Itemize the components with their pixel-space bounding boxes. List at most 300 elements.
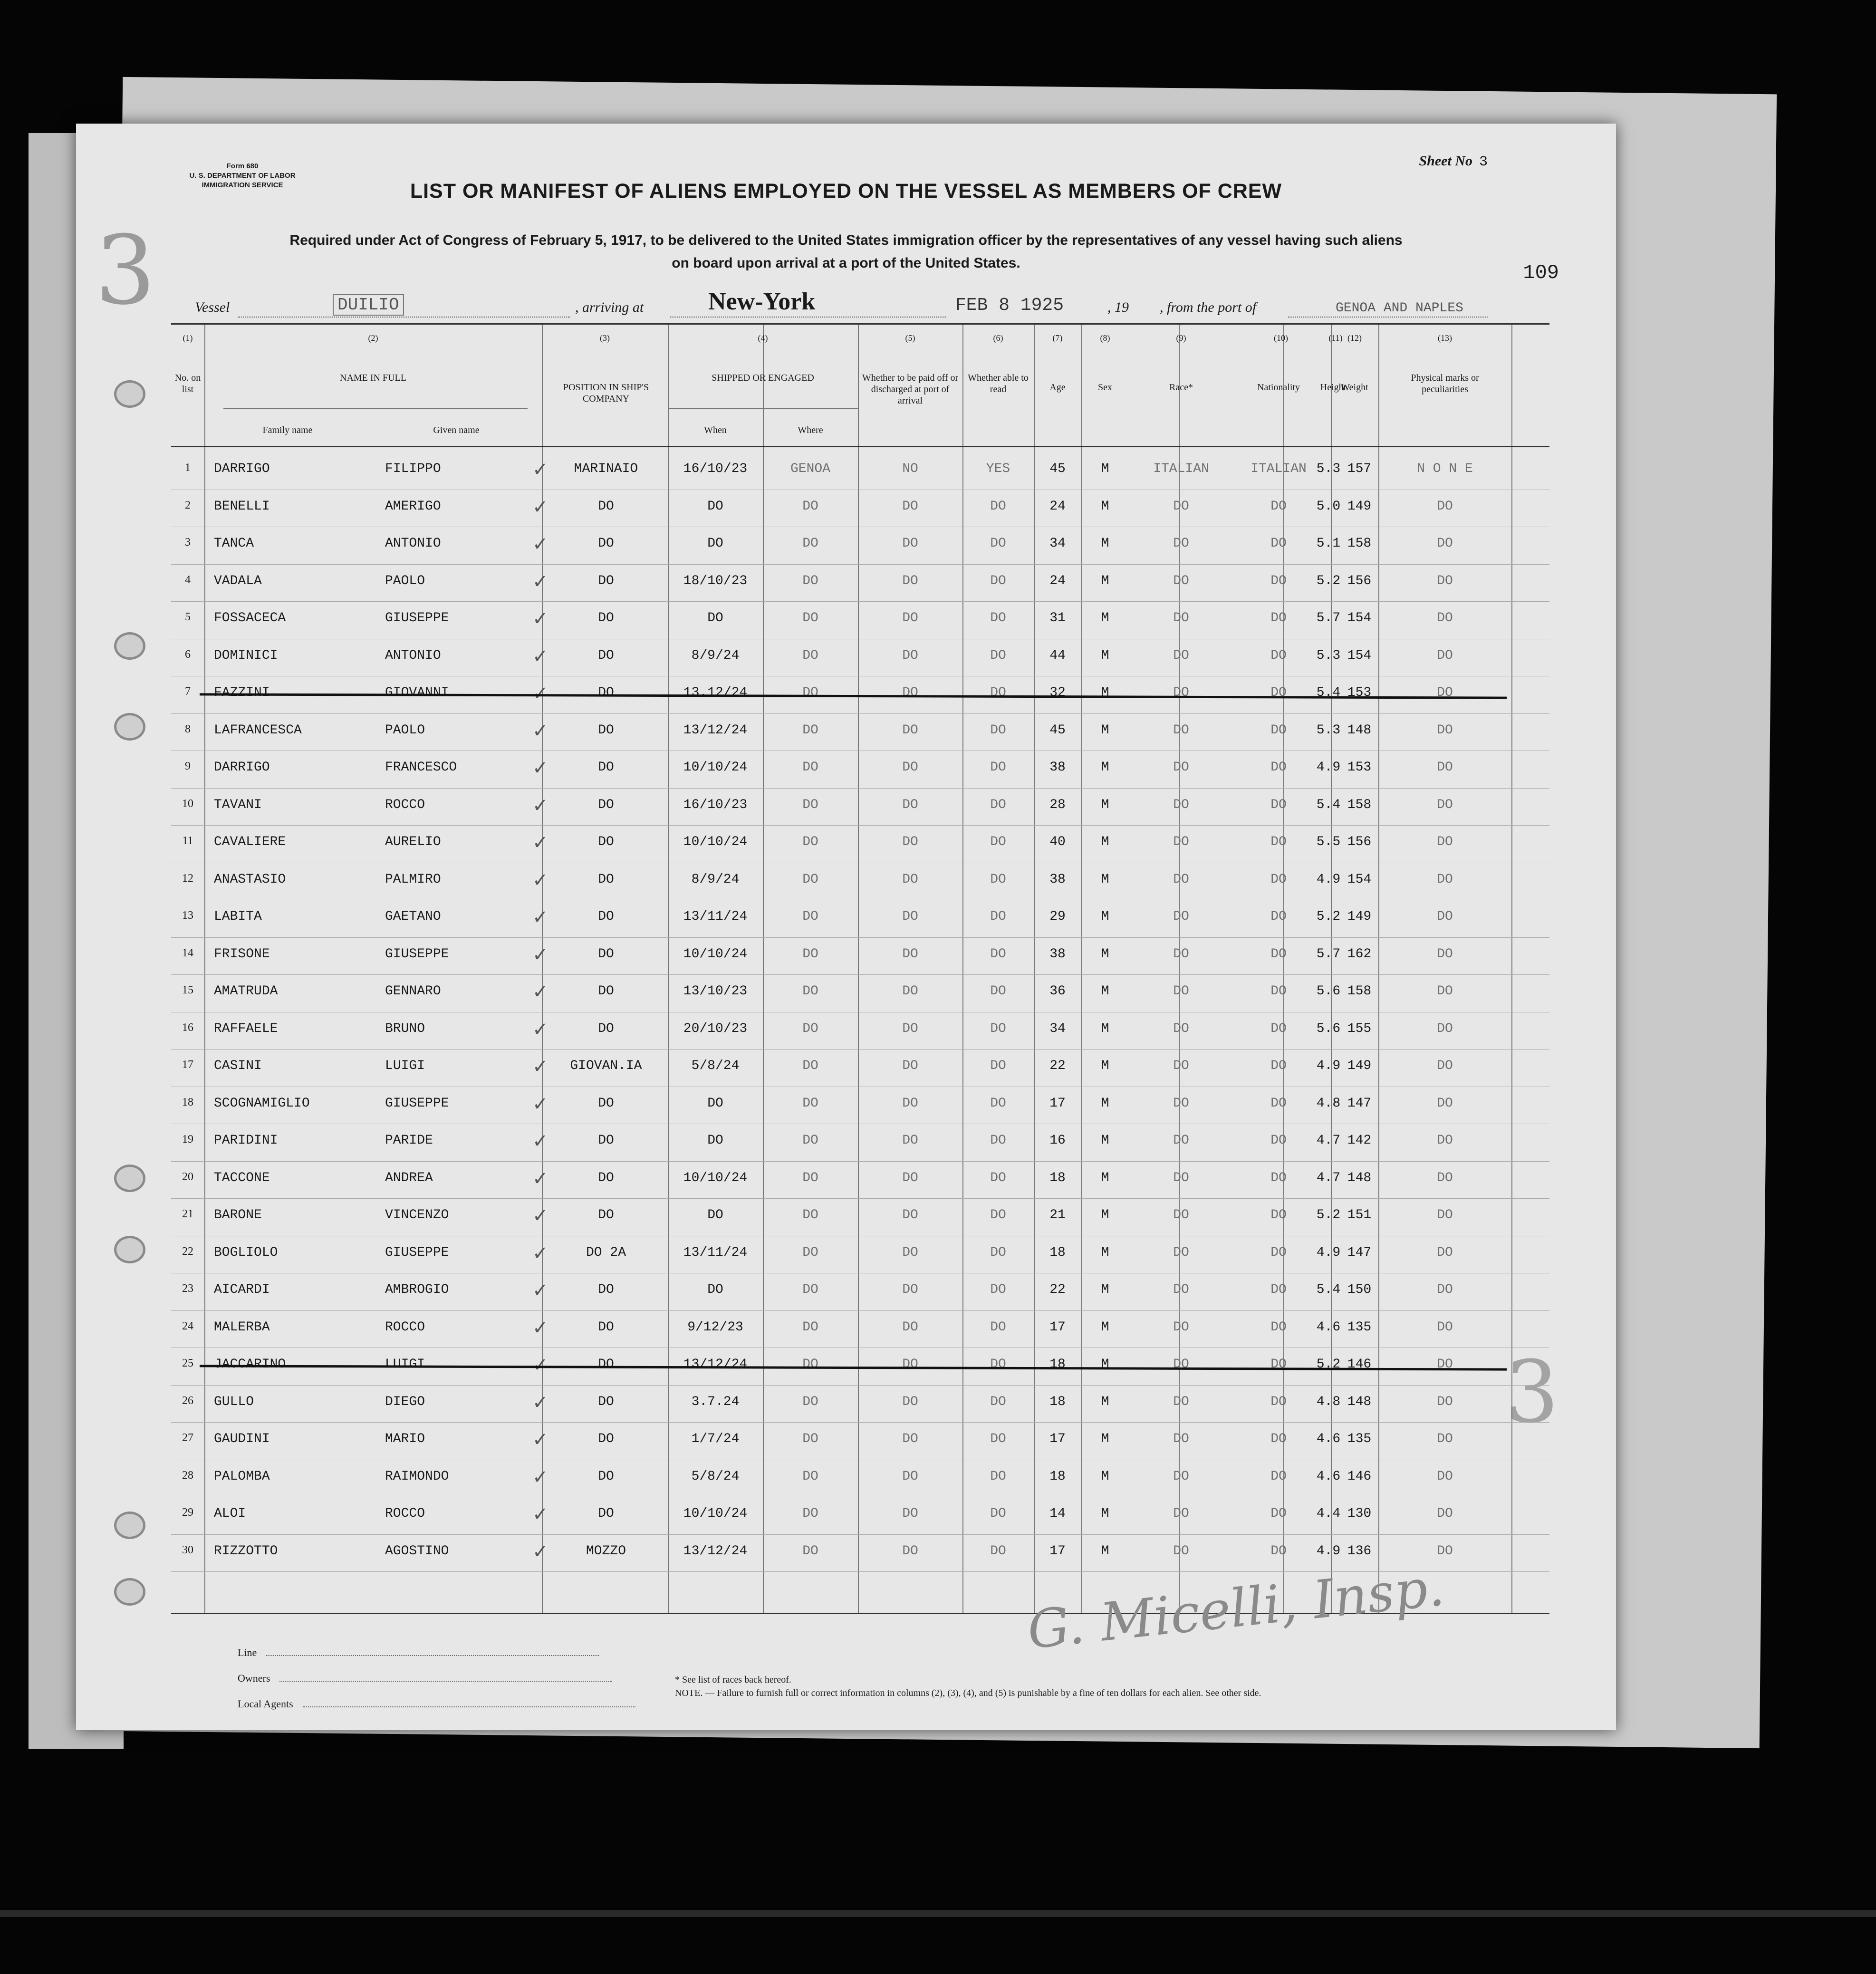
cell-given: AMBROGIO: [385, 1282, 449, 1297]
cell-marks: DO: [1437, 1506, 1453, 1521]
cell-age: 32: [1049, 685, 1066, 700]
arrival-port: New-York: [708, 288, 816, 315]
cell-nat: DO: [1270, 722, 1287, 738]
inspector-signature: G. Micelli, Insp.: [1024, 1556, 1447, 1661]
table-row: [171, 789, 1549, 826]
cell-race: DO: [1173, 1469, 1189, 1484]
table-row: [171, 1050, 1549, 1087]
cell-race: DO: [1173, 1432, 1189, 1446]
check-mark-icon: ✓: [532, 496, 548, 518]
cell-when: DO: [707, 499, 723, 514]
cell-no: 30: [182, 1543, 193, 1556]
cell-where: DO: [802, 946, 818, 962]
cell-given: ANTONIO: [385, 648, 441, 663]
cell-read: DO: [990, 685, 1006, 700]
cell-sex: M: [1101, 1543, 1109, 1559]
cell-paid: DO: [902, 984, 918, 999]
cell-position: DO: [598, 1357, 614, 1372]
cell-height: 5.5: [1316, 835, 1341, 849]
cell-weight: 154: [1347, 611, 1372, 626]
cell-read: DO: [990, 760, 1006, 775]
cell-when: 5/8/24: [691, 1059, 740, 1073]
table-row: [171, 1125, 1549, 1162]
cell-when: DO: [707, 536, 723, 551]
cell-where: DO: [802, 1469, 818, 1484]
cell-no: 14: [182, 946, 193, 959]
cell-given: FILIPPO: [385, 462, 441, 476]
cell-weight: 149: [1347, 909, 1372, 924]
cell-sex: M: [1101, 722, 1109, 738]
cell-age: 21: [1049, 1208, 1066, 1223]
cell-family: TACCONE: [214, 1170, 270, 1185]
sheet-number-label: Sheet No: [1419, 153, 1472, 169]
table-row: [171, 714, 1549, 751]
cell-race: DO: [1173, 872, 1189, 887]
cell-when: 5/8/24: [691, 1469, 740, 1484]
cell-no: 18: [182, 1096, 193, 1108]
cell-paid: DO: [902, 1469, 918, 1484]
cell-weight: 136: [1347, 1543, 1372, 1559]
check-mark-icon: ✓: [532, 981, 548, 1003]
cell-read: DO: [990, 1543, 1006, 1559]
cell-sex: M: [1101, 946, 1109, 962]
cell-marks: DO: [1437, 1282, 1453, 1297]
cell-family: FOSSACECA: [214, 611, 286, 626]
cell-read: DO: [990, 722, 1006, 738]
cell-nat: DO: [1270, 1021, 1287, 1036]
document-title: LIST OR MANIFEST OF ALIENS EMPLOYED ON THE VESSEL AS MEMBERS OF CREW: [410, 180, 1282, 202]
cell-when: 1/7/24: [691, 1432, 740, 1446]
cell-race: DO: [1173, 1245, 1189, 1260]
cell-height: 4.7: [1316, 1170, 1341, 1185]
table-row: [171, 1237, 1549, 1274]
cell-nat: DO: [1270, 1245, 1287, 1260]
cell-weight: 130: [1347, 1506, 1372, 1521]
check-mark-icon: ✓: [532, 1242, 548, 1264]
cell-where: DO: [802, 536, 818, 551]
cell-marks: DO: [1437, 499, 1453, 514]
cell-family: BOGLIOLO: [214, 1245, 278, 1260]
cell-sex: M: [1101, 1394, 1109, 1409]
check-mark-icon: ✓: [532, 1429, 548, 1451]
cell-given: AURELIO: [385, 835, 441, 849]
cell-family: LAFRANCESCA: [214, 722, 302, 738]
sheet-number-value: 3: [1479, 154, 1488, 170]
cell-weight: 155: [1347, 1021, 1372, 1036]
department-name: U. S. DEPARTMENT OF LABOR: [189, 172, 296, 180]
cell-nat: DO: [1270, 499, 1287, 514]
cell-position: DO: [598, 1506, 614, 1521]
cell-no: 4: [185, 573, 191, 586]
cell-position: DO: [598, 685, 614, 700]
cell-race: DO: [1173, 1282, 1189, 1297]
cell-family: LABITA: [214, 909, 262, 924]
check-mark-icon: ✓: [532, 720, 548, 742]
col-num-10: (10): [1274, 333, 1288, 343]
cell-sex: M: [1101, 1282, 1109, 1297]
cell-age: 36: [1049, 984, 1066, 999]
cell-nat: DO: [1270, 1432, 1287, 1446]
cell-when: 10/10/24: [683, 1506, 748, 1521]
header-position: POSITION IN SHIP'S COMPANY: [563, 382, 649, 404]
header-where: Where: [798, 425, 823, 435]
col-num-13: (13): [1438, 333, 1452, 343]
cell-no: 19: [182, 1133, 193, 1146]
cell-age: 16: [1049, 1133, 1066, 1148]
cell-position: DO: [598, 1096, 614, 1111]
cell-read: DO: [990, 1282, 1006, 1297]
header-nationality: Nationality: [1257, 382, 1300, 393]
cell-height: 4.4: [1316, 1506, 1341, 1521]
cell-paid: DO: [902, 1357, 918, 1372]
punch-hole: [114, 1165, 145, 1192]
cell-where: DO: [802, 835, 818, 849]
cell-given: GIUSEPPE: [385, 1245, 449, 1260]
cell-nat: DO: [1270, 685, 1287, 700]
col-num-12: (12): [1347, 333, 1362, 343]
table-row: [171, 1088, 1549, 1125]
from-port-label: , from the port of: [1160, 299, 1257, 315]
cell-weight: 158: [1347, 984, 1372, 999]
row-rule: [171, 1385, 1549, 1386]
cell-no: 21: [182, 1208, 193, 1220]
cell-sex: M: [1101, 1059, 1109, 1073]
cell-read: DO: [990, 648, 1006, 663]
cell-given: FRANCESCO: [385, 760, 457, 775]
cell-paid: DO: [902, 760, 918, 775]
cell-where: DO: [802, 872, 818, 887]
cell-no: 9: [185, 760, 191, 772]
cell-position: DO: [598, 1469, 614, 1484]
cell-position: DO: [598, 984, 614, 999]
cell-nat: DO: [1270, 1059, 1287, 1073]
cell-height: 5.2: [1316, 573, 1341, 588]
cell-when: 18/10/23: [683, 573, 748, 588]
cell-paid: DO: [902, 648, 918, 663]
cell-age: 45: [1049, 722, 1066, 738]
cell-family: AMATRUDA: [214, 984, 278, 999]
cell-sex: M: [1101, 573, 1109, 588]
cell-sex: M: [1101, 909, 1109, 924]
cell-given: RAIMONDO: [385, 1469, 449, 1484]
cell-given: GIUSEPPE: [385, 946, 449, 962]
cell-nat: DO: [1270, 573, 1287, 588]
cell-race: DO: [1173, 1319, 1189, 1335]
punch-hole: [114, 1236, 145, 1263]
cell-position: DO: [598, 611, 614, 626]
cell-weight: 146: [1347, 1469, 1372, 1484]
punch-hole: [114, 380, 145, 408]
table-row: [171, 1386, 1549, 1423]
col-num-6: (6): [993, 333, 1003, 343]
cell-given: GAETANO: [385, 909, 441, 924]
cell-when: 8/9/24: [691, 648, 740, 663]
cell-when: 10/10/24: [683, 835, 748, 849]
cell-where: DO: [802, 1059, 818, 1073]
cell-when: DO: [707, 1133, 723, 1148]
cell-family: BARONE: [214, 1208, 262, 1223]
cell-weight: 135: [1347, 1432, 1372, 1446]
cell-sex: M: [1101, 1357, 1109, 1372]
cell-nat: DO: [1270, 536, 1287, 551]
cell-sex: M: [1101, 797, 1109, 812]
cell-when: DO: [707, 1208, 723, 1223]
cell-sex: M: [1101, 611, 1109, 626]
cell-paid: DO: [902, 1506, 918, 1521]
cell-age: 45: [1049, 462, 1066, 476]
table-row: [171, 1013, 1549, 1050]
row-rule: [171, 788, 1549, 789]
cell-marks: DO: [1437, 1208, 1453, 1223]
cell-race: ITALIAN: [1153, 462, 1209, 476]
cell-paid: DO: [902, 835, 918, 849]
table-row: [171, 938, 1549, 975]
cell-sex: M: [1101, 1245, 1109, 1260]
check-mark-icon: ✓: [532, 1130, 548, 1152]
cell-weight: 148: [1347, 1394, 1372, 1409]
cell-position: DO: [598, 1021, 614, 1036]
cell-family: JACCARINO: [214, 1357, 286, 1372]
cell-no: 12: [182, 872, 193, 885]
vessel-label: Vessel: [195, 299, 230, 315]
cell-paid: DO: [902, 872, 918, 887]
cell-read: DO: [990, 1357, 1006, 1372]
cell-given: GIOVANNI: [385, 685, 449, 700]
cell-family: SCOGNAMIGLIO: [214, 1096, 310, 1111]
cell-weight: 150: [1347, 1282, 1372, 1297]
cell-sex: M: [1101, 1170, 1109, 1185]
cell-family: CASINI: [214, 1059, 262, 1073]
cell-marks: DO: [1437, 946, 1453, 962]
footer-agents: [238, 1691, 635, 1717]
cell-no: 10: [182, 797, 193, 810]
cell-sex: M: [1101, 984, 1109, 999]
cell-family: DOMINICI: [214, 648, 278, 663]
header-no-on-list: No. on list: [174, 373, 201, 395]
cell-position: DO: [598, 536, 614, 551]
cell-family: FRISONE: [214, 946, 270, 962]
cell-race: DO: [1173, 722, 1189, 738]
cell-race: DO: [1173, 984, 1189, 999]
table-row: [171, 1348, 1549, 1386]
cell-position: DO: [598, 760, 614, 775]
cell-weight: 149: [1347, 499, 1372, 514]
cell-paid: DO: [902, 909, 918, 924]
cell-race: DO: [1173, 573, 1189, 588]
row-rule: [171, 937, 1549, 938]
service-name: IMMIGRATION SERVICE: [202, 181, 283, 189]
cell-marks: DO: [1437, 760, 1453, 775]
header-when: When: [704, 425, 727, 435]
cell-no: 11: [182, 835, 193, 847]
cell-age: 34: [1049, 1021, 1066, 1036]
cell-paid: DO: [902, 1133, 918, 1148]
cell-height: 4.6: [1316, 1432, 1341, 1446]
cell-marks: DO: [1437, 536, 1453, 551]
col-num-5: (5): [905, 333, 915, 343]
cell-read: DO: [990, 797, 1006, 812]
cell-nat: DO: [1270, 1394, 1287, 1409]
cell-height: 5.2: [1316, 1357, 1341, 1372]
cell-sex: M: [1101, 536, 1109, 551]
cell-height: 4.8: [1316, 1394, 1341, 1409]
cell-marks: DO: [1437, 1543, 1453, 1559]
row-rule: [171, 974, 1549, 975]
cell-marks: DO: [1437, 1170, 1453, 1185]
cell-paid: DO: [902, 1543, 918, 1559]
cell-race: DO: [1173, 1133, 1189, 1148]
cell-height: 5.1: [1316, 536, 1341, 551]
cell-read: DO: [990, 1319, 1006, 1335]
cell-age: 38: [1049, 760, 1066, 775]
cell-weight: 154: [1347, 872, 1372, 887]
cell-paid: DO: [902, 499, 918, 514]
cell-when: DO: [707, 611, 723, 626]
cell-marks: DO: [1437, 1469, 1453, 1484]
col-num-2: (2): [368, 333, 378, 343]
header-weight: Weight: [1341, 382, 1368, 393]
cell-when: 9/12/23: [687, 1319, 743, 1335]
cell-no: 7: [185, 685, 191, 698]
table-row: [171, 901, 1549, 938]
penalty-note: NOTE. — Failure to furnish full or correct information in columns (2), (3), (4), and (5) is punishable by a fine of ten dollars for each alien. See other side.: [675, 1688, 1261, 1698]
cell-no: 1: [185, 462, 191, 474]
cell-paid: DO: [902, 685, 918, 700]
cell-height: 4.6: [1316, 1469, 1341, 1484]
cell-race: DO: [1173, 1021, 1189, 1036]
cell-where: DO: [802, 611, 818, 626]
check-mark-icon: ✓: [532, 1466, 548, 1488]
manifest-sheet: [76, 124, 1616, 1730]
cell-given: ANTONIO: [385, 536, 441, 551]
cell-nat: DO: [1270, 835, 1287, 849]
cell-when: 13/11/24: [683, 1245, 748, 1260]
cell-sex: M: [1101, 1319, 1109, 1335]
cell-no: 20: [182, 1170, 193, 1183]
cell-height: 4.7: [1316, 1133, 1341, 1148]
cell-marks: DO: [1437, 1319, 1453, 1335]
cell-paid: DO: [902, 573, 918, 588]
document-subtitle: [171, 229, 1521, 275]
cell-no: 5: [185, 611, 191, 623]
cell-marks: DO: [1437, 1059, 1453, 1073]
cell-read: DO: [990, 1021, 1006, 1036]
check-mark-icon: ✓: [532, 944, 548, 966]
cell-race: DO: [1173, 1394, 1189, 1409]
cell-marks: N O N E: [1417, 462, 1473, 476]
cell-nat: ITALIAN: [1251, 462, 1307, 476]
cell-height: 4.9: [1316, 872, 1341, 887]
row-rule: [171, 1534, 1549, 1535]
col-num-9: (9): [1176, 333, 1186, 343]
cell-nat: DO: [1270, 648, 1287, 663]
cell-read: DO: [990, 1245, 1006, 1260]
sheet-number: [1419, 153, 1488, 170]
cell-paid: DO: [902, 797, 918, 812]
cell-no: 17: [182, 1059, 193, 1071]
cell-sex: M: [1101, 1469, 1109, 1484]
cell-no: 2: [185, 499, 191, 511]
cell-position: DO: [598, 797, 614, 812]
scan-edge: [0, 1910, 1876, 1917]
table-row: [171, 751, 1549, 789]
cell-paid: DO: [902, 1096, 918, 1111]
races-note: * See list of races back hereof.: [675, 1675, 791, 1685]
cell-read: DO: [990, 1394, 1006, 1409]
cell-height: 4.9: [1316, 1059, 1341, 1073]
check-mark-icon: ✓: [532, 608, 548, 630]
cell-where: DO: [802, 1133, 818, 1148]
cell-family: GAUDINI: [214, 1432, 270, 1446]
line-label: Line: [238, 1647, 257, 1658]
cell-where: DO: [802, 1394, 818, 1409]
cell-height: 4.9: [1316, 1543, 1341, 1559]
cell-no: 29: [182, 1506, 193, 1519]
cell-read: DO: [990, 1133, 1006, 1148]
cell-given: ROCCO: [385, 797, 425, 812]
cell-when: 13/12/24: [683, 1357, 748, 1372]
cell-given: ROCCO: [385, 1506, 425, 1521]
cell-sex: M: [1101, 835, 1109, 849]
header-paid-off: Whether to be paid off or discharged at port of arrival: [862, 373, 959, 406]
cell-race: DO: [1173, 1543, 1189, 1559]
cell-given: PAOLO: [385, 722, 425, 738]
cell-nat: DO: [1270, 1543, 1287, 1559]
footer-fields: [238, 1640, 635, 1717]
cell-height: 4.8: [1316, 1096, 1341, 1111]
cell-marks: DO: [1437, 909, 1453, 924]
cell-nat: DO: [1270, 1506, 1287, 1521]
col-num-4: (4): [758, 333, 768, 343]
cell-given: GIUSEPPE: [385, 611, 449, 626]
cell-marks: DO: [1437, 685, 1453, 700]
header-family-name: Family name: [262, 425, 313, 435]
table-row: [171, 677, 1549, 714]
cell-marks: DO: [1437, 1021, 1453, 1036]
punch-hole: [114, 1512, 145, 1539]
cell-given: LUIGI: [385, 1059, 425, 1073]
check-mark-icon: ✓: [532, 1391, 548, 1414]
row-rule: [171, 1198, 1549, 1199]
cell-read: YES: [986, 462, 1010, 476]
cell-when: 10/10/24: [683, 946, 748, 962]
cell-read: DO: [990, 946, 1006, 962]
cell-paid: DO: [902, 722, 918, 738]
cell-where: DO: [802, 760, 818, 775]
cell-age: 38: [1049, 946, 1066, 962]
cell-family: FAZZINI: [214, 685, 270, 700]
cell-position: DO: [598, 946, 614, 962]
cell-paid: DO: [902, 536, 918, 551]
cell-race: DO: [1173, 1208, 1189, 1223]
cell-where: DO: [802, 1282, 818, 1297]
cell-age: 17: [1049, 1432, 1066, 1446]
cell-sex: M: [1101, 648, 1109, 663]
cell-marks: DO: [1437, 1245, 1453, 1260]
check-mark-icon: ✓: [532, 832, 548, 854]
row-rule: [171, 1310, 1549, 1311]
cell-position: DO: [598, 909, 614, 924]
check-mark-icon: ✓: [532, 645, 548, 667]
cell-when: 13/12/24: [683, 722, 748, 738]
cell-weight: 153: [1347, 760, 1372, 775]
row-rule: [171, 601, 1549, 602]
cell-age: 18: [1049, 1394, 1066, 1409]
stamp-number-left: 3: [95, 215, 156, 326]
check-mark-icon: ✓: [532, 459, 548, 481]
cell-family: BENELLI: [214, 499, 270, 514]
cell-paid: DO: [902, 1432, 918, 1446]
